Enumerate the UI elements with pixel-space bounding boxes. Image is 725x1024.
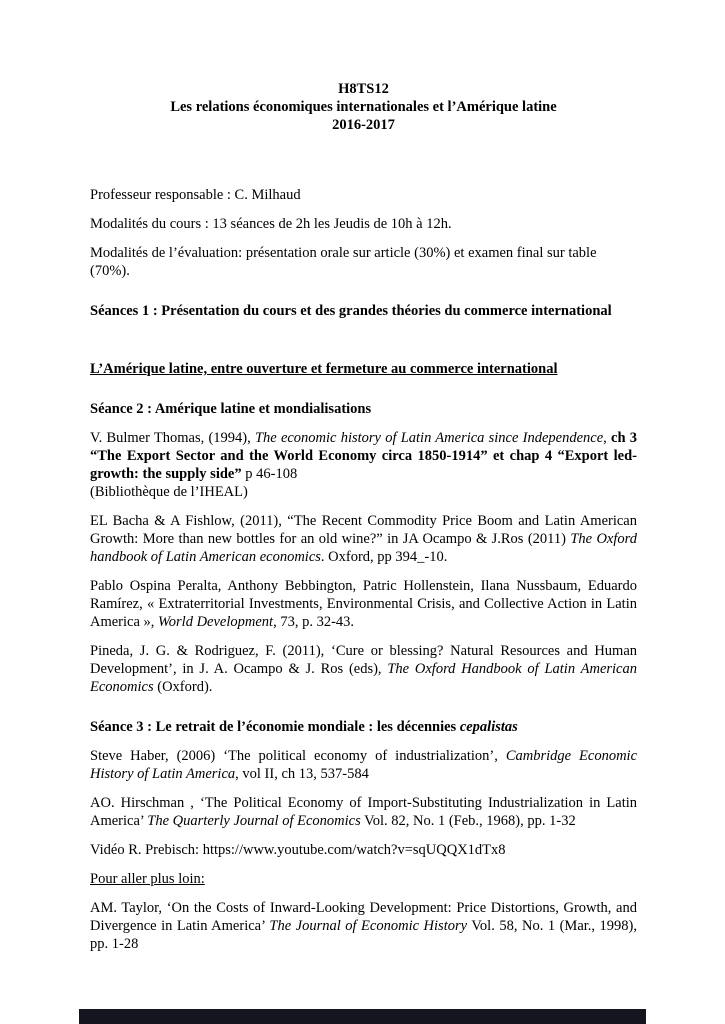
text-segment: The Quarterly Journal of Economics	[147, 813, 361, 829]
text-segment: (Oxford).	[153, 679, 213, 695]
ref-bacha-fishlow	[90, 512, 637, 566]
seance-3-heading	[90, 718, 637, 736]
text-segment: AM. Taylor, ‘On the Costs of Inward-Looking Development: Price Distortions, Growth, and Divergence in Latin America’	[90, 900, 637, 934]
text-segment: ch 3 “The Export Sector and the World Economy circa 1850-1914” et chap 4 “Export led-growth: the supply side”	[90, 430, 638, 482]
text-segment: V. Bulmer Thomas, (1994),	[90, 430, 255, 446]
text-segment: AO. Hirschman , ‘The Political Economy of Import-Substituting Industrialization in Latin America’	[90, 795, 637, 829]
text-segment: Vol. 82, No. 1 (Feb., 1968), pp. 1-32	[360, 813, 576, 829]
text-segment: . Oxford, pp 394_-10.	[320, 549, 448, 565]
ref-ospina-peralta	[90, 577, 637, 631]
text-segment: cepalistas	[459, 719, 518, 735]
text-segment: The Oxford Handbook of Latin American Economics	[90, 661, 637, 695]
course-year: 2016-2017	[332, 117, 395, 133]
ref-bulmer-thomas	[90, 429, 637, 501]
ref-haber	[90, 747, 637, 783]
next-page-edge	[79, 1009, 646, 1024]
further-reading-heading: Pour aller plus loin:	[90, 871, 205, 887]
seance-2-heading: Séance 2 : Amérique latine et mondialisations	[90, 401, 372, 417]
evaluation-modalities-line: Modalités de l’évaluation: présentation orale sur article (30%) et examen final sur table (70%).	[90, 245, 597, 279]
text-segment: , vol II, ch 13, 537-584	[235, 766, 369, 782]
text-segment: Pablo Ospina Peralta, Anthony Bebbington, Patric Hollenstein, Ilana Nussbaum, Eduardo Ramírez, « Extraterritorial Investments, Environmental Crisis, and Collective Action in Latin America »,	[90, 578, 637, 630]
section-heading: L’Amérique latine, entre ouverture et fermeture au commerce international	[90, 361, 558, 377]
text-segment: Steve Haber, (2006) ‘The political economy of industrialization’,	[90, 748, 506, 764]
text-segment: Vol. 58, No. 1 (Mar., 1998), pp. 1-28	[90, 918, 638, 952]
text-segment: The Journal of Economic History	[269, 918, 468, 934]
text-segment: Cambridge Economic History of Latin America	[90, 748, 637, 782]
text-segment: ,	[603, 430, 612, 446]
text-segment: EL Bacha & A Fishlow, (2011), “The Recent Commodity Price Boom and Latin American Growth: More than new bottles for an old wine?” in JA Ocampo & J.Ros (2011)	[90, 513, 637, 547]
professor-line: Professeur responsable : C. Milhaud	[90, 187, 301, 203]
course-title: Les relations économiques internationales et l’Amérique latine	[170, 99, 557, 115]
video-line	[90, 841, 637, 859]
text-segment: Séance 3 : Le retrait de l’économie mondiale : les décennies	[90, 719, 460, 735]
text-segment: The Oxford handbook of Latin American economics	[90, 531, 637, 565]
ref-hirschman	[90, 794, 637, 830]
text-segment: p 46-108	[241, 466, 298, 482]
text-segment: Pineda, J. G. & Rodriguez, F. (2011), ‘Cure or blessing? Natural Resources and Human Development’, in J. A. Ocampo & J. Ros (eds),	[90, 643, 637, 677]
text-segment: (Bibliothèque de l’IHEAL)	[90, 484, 248, 500]
ref-pineda-rodriguez	[90, 642, 637, 696]
course-code: H8TS12	[338, 81, 389, 97]
text-segment: , 73, p. 32-43.	[273, 614, 355, 630]
course-modalities-line: Modalités du cours : 13 séances de 2h les Jeudis de 10h à 12h.	[90, 216, 452, 232]
ref-taylor	[90, 899, 637, 953]
document-page	[90, 80, 637, 953]
video-label: Vidéo R. Prebisch:	[90, 842, 203, 858]
youtube-link[interactable]: https://www.youtube.com/watch?v=sqUQQX1dTx8	[202, 842, 506, 858]
text-segment: World Development	[158, 614, 274, 630]
text-segment: The economic history of Latin America since Independence	[254, 430, 604, 446]
seance-1-heading: Séances 1 : Présentation du cours et des grandes théories du commerce international	[90, 303, 612, 319]
